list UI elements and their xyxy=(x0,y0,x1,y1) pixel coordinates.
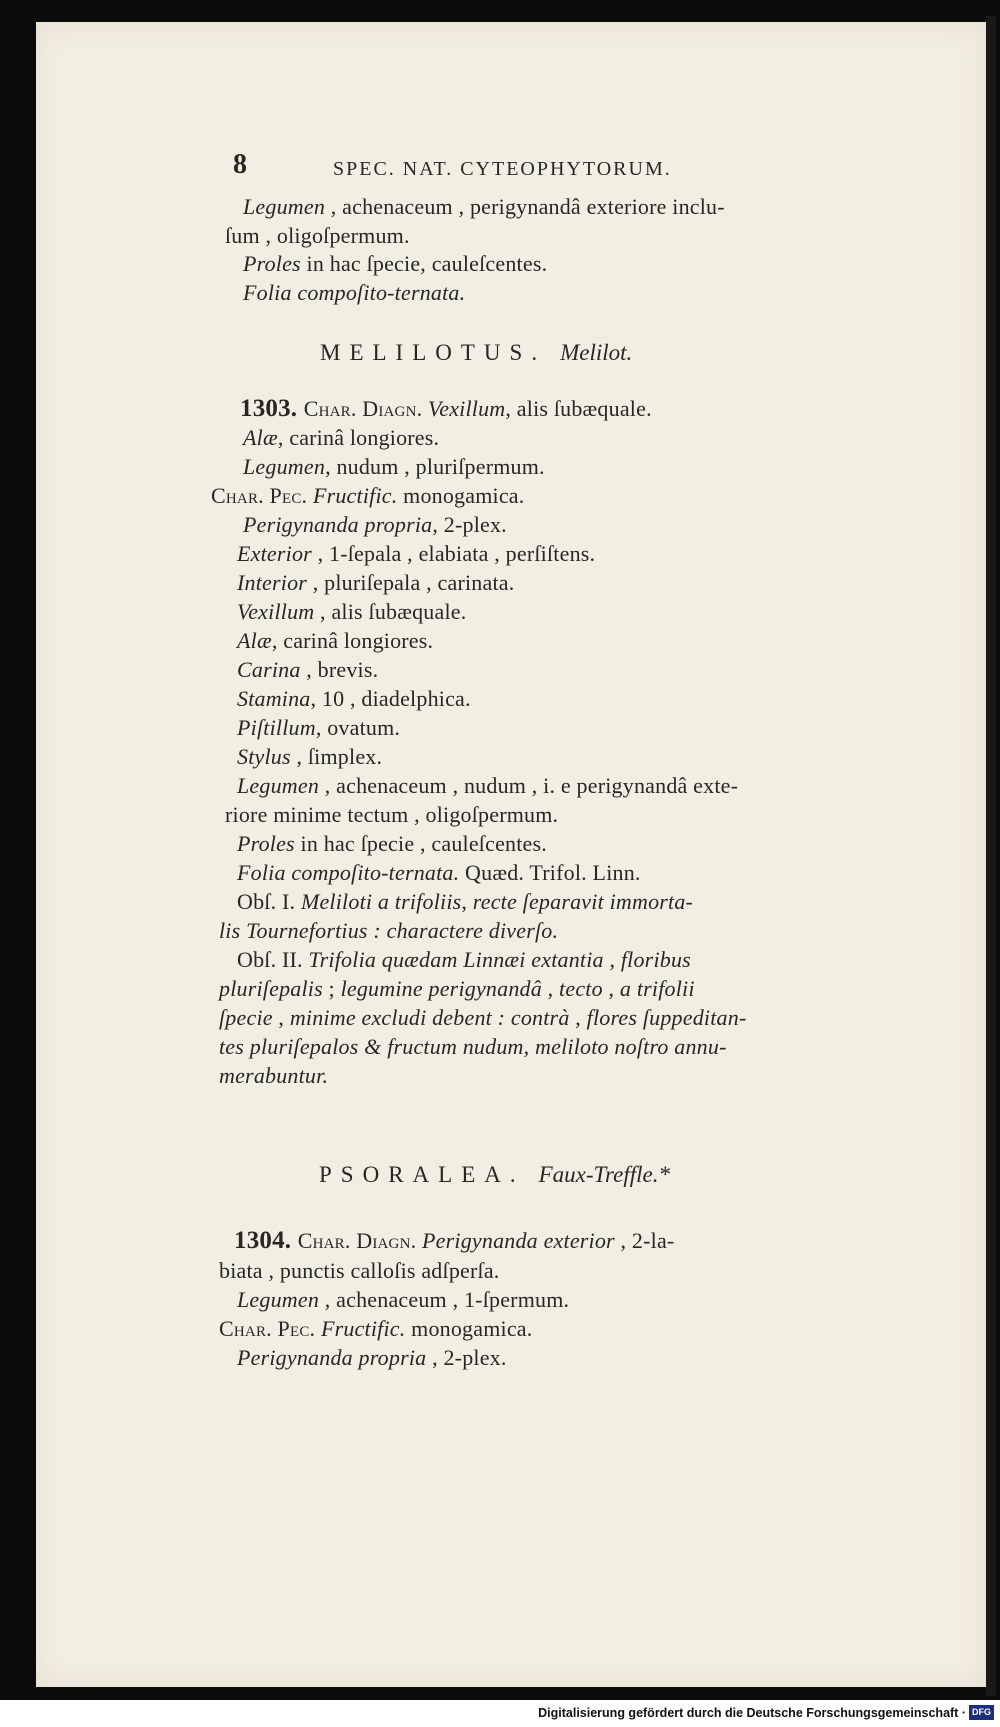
text-line: Legumen , achenaceum , nudum , i. e perigynandâ exte- xyxy=(237,773,739,798)
text-line: merabuntur. xyxy=(219,1063,329,1088)
text-line: ſpecie , minime excludi debent : contrà , flores ſuppeditan- xyxy=(219,1005,747,1030)
text-line: pluriſepalis ; legumine perigynandâ , tecto , a trifolii xyxy=(219,976,695,1001)
page-content xyxy=(36,22,986,1687)
page-number: 8 xyxy=(233,149,248,180)
book-page xyxy=(36,22,986,1687)
text-line: tes pluriſepalos & fructum nudum, meliloto noſtro annu- xyxy=(219,1034,727,1059)
text-line: 1304. Char. Diagn. Perigynanda exterior , 2-la- xyxy=(234,1227,675,1254)
text-line: Interior , pluriſepala , carinata. xyxy=(237,570,515,595)
text-line: Folia compoſito-ternata. Quæd. Trifol. Linn. xyxy=(237,860,641,885)
page-edge xyxy=(986,16,996,1696)
text-line: Stamina, 10 , diadelphica. xyxy=(237,686,471,711)
text-line: Legumen, nudum , pluriſpermum. xyxy=(243,454,545,479)
funding-credit: Digitalisierung gefördert durch die Deutsche Forschungsgemeinschaft · xyxy=(538,1706,966,1720)
text-line: biata , punctis calloſis adſperſa. xyxy=(219,1258,500,1283)
text-line: Alæ, carinâ longiores. xyxy=(243,425,440,450)
dfg-logo: DFG xyxy=(969,1705,994,1720)
text-line: Vexillum , alis ſubæquale. xyxy=(237,599,467,624)
text-line: Perigynanda propria , 2-plex. xyxy=(237,1345,507,1370)
digitization-footer xyxy=(0,1700,1000,1727)
running-title: SPEC. NAT. CYTEOPHYTORUM. xyxy=(333,158,672,180)
text-line: ſum , oligoſpermum. xyxy=(225,223,410,248)
genus-heading-psoralea: PSORALEA. Faux-Treffle.* xyxy=(319,1162,670,1187)
text-line: Proles in hac ſpecie, cauleſcentes. xyxy=(243,251,548,276)
text-line: Char. Pec. Fructific. monogamica. xyxy=(211,483,525,508)
text-line: riore minime tectum , oligoſpermum. xyxy=(225,802,559,827)
text-line: Proles in hac ſpecie , cauleſcentes. xyxy=(237,831,547,856)
text-line: 1303. Char. Diagn. Vexillum, alis ſubæquale. xyxy=(240,395,652,422)
text-line: Exterior , 1-ſepala , elabiata , perſiſtens. xyxy=(237,541,596,566)
text-line: lis Tournefortius : charactere diverſo. xyxy=(219,918,559,943)
text-line: Alæ, carinâ longiores. xyxy=(237,628,434,653)
text-line: Obſ. II. Trifolia quædam Linnæi extantia , floribus xyxy=(237,947,691,972)
genus-heading-melilotus: MELILOTUS. Melilot. xyxy=(320,340,633,365)
text-line: Piſtillum, ovatum. xyxy=(237,715,401,740)
text-line: Perigynanda propria, 2-plex. xyxy=(243,512,507,537)
text-line: Stylus , ſimplex. xyxy=(237,744,383,769)
text-line: Carina , brevis. xyxy=(237,657,379,682)
text-line: Char. Pec. Fructific. monogamica. xyxy=(219,1316,533,1341)
text-line: Legumen , achenaceum , perigynandâ exteriore inclu- xyxy=(243,194,725,219)
text-line: Obſ. I. Meliloti a trifoliis, recte ſeparavit immorta- xyxy=(237,889,694,914)
text-line: Folia compoſito-ternata. xyxy=(243,280,466,305)
text-line: Legumen , achenaceum , 1-ſpermum. xyxy=(237,1287,570,1312)
